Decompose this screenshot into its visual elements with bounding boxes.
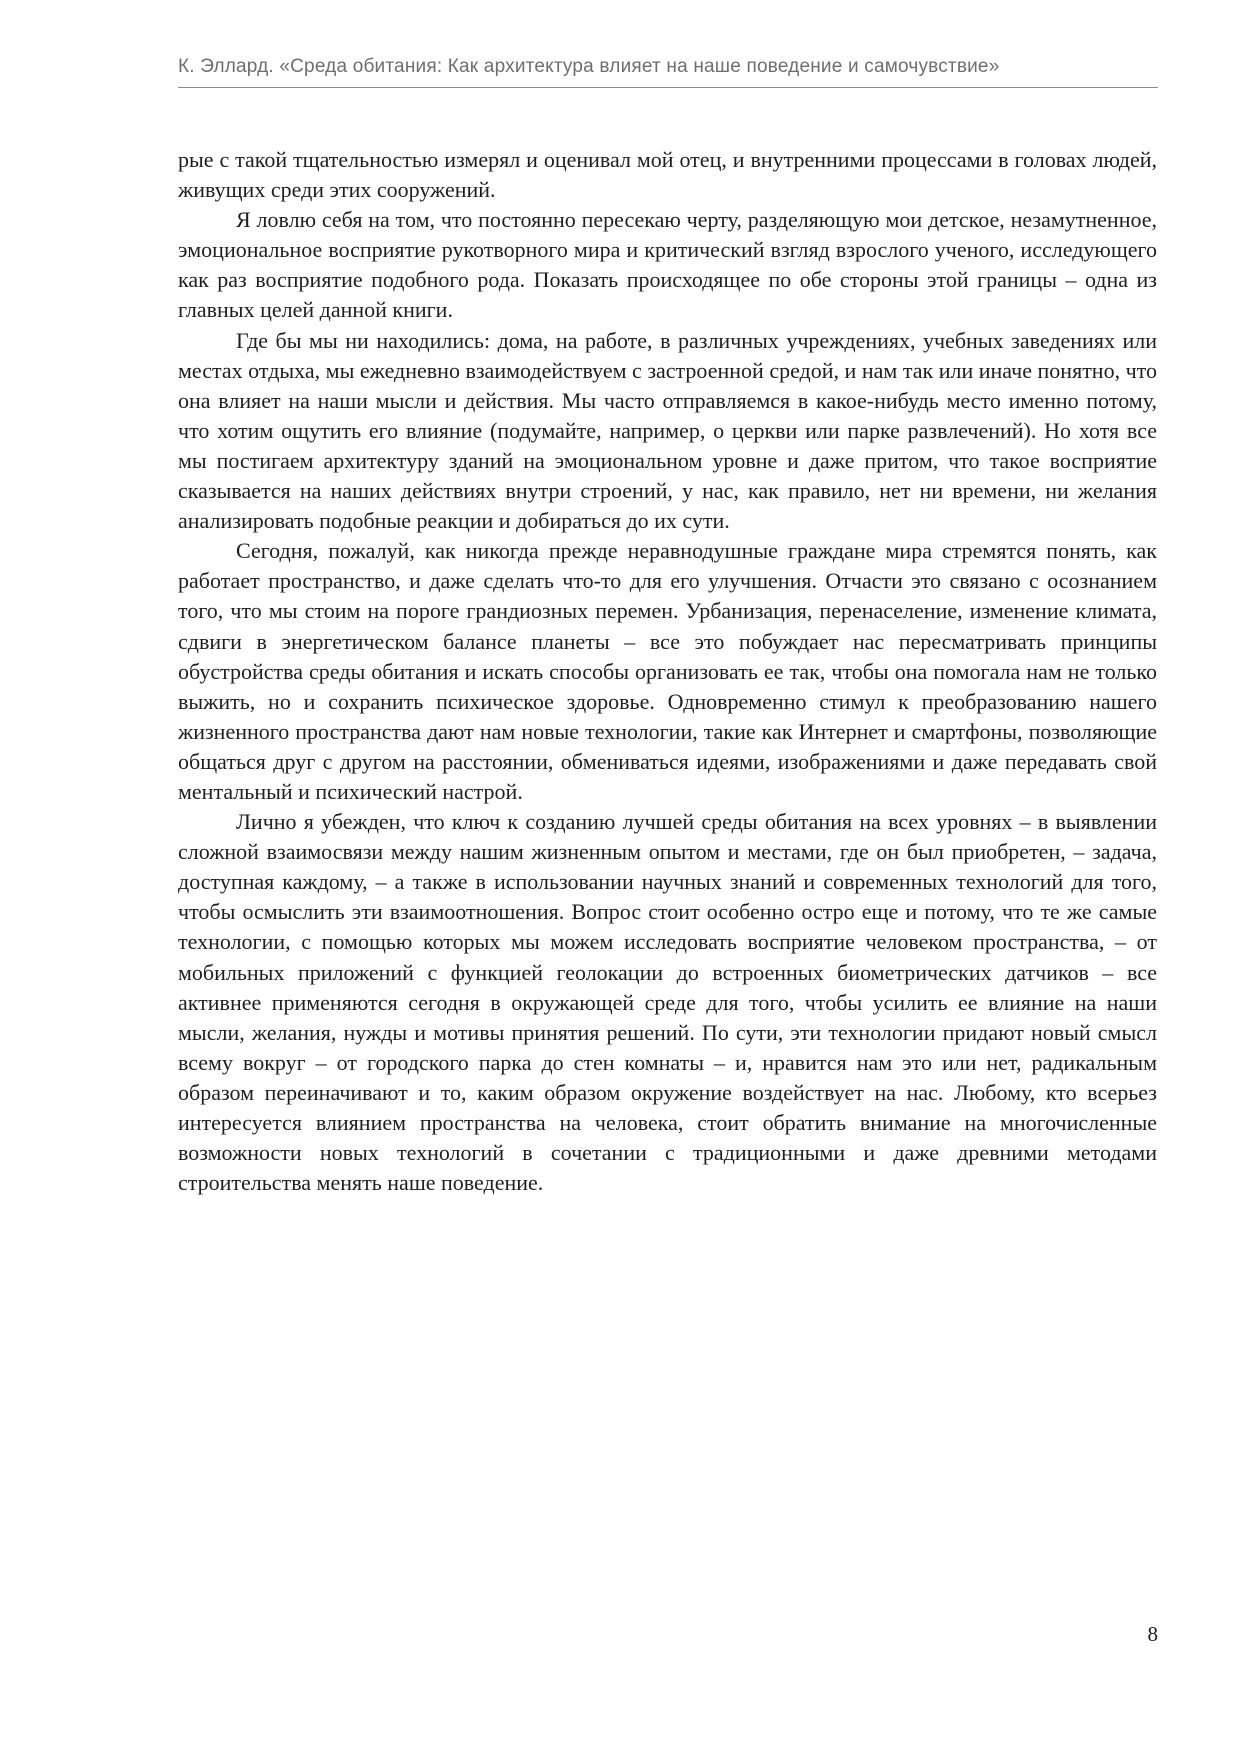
header-divider [178, 87, 1158, 88]
paragraph: Лично я убежден, что ключ к созданию лучшей среды обитания на всех уровнях – в выявлении сложной взаимосвязи между нашим жизненным опытом и местами, где он был приобретен, – задача, доступная каждому, – а также в использовании научных знаний и современных технологий для того, чтобы осмыслить эти взаимоотношения. Вопрос стоит особенно остро еще и потому, что те же самые технологии, с помощью которых мы можем исследовать восприятие человеком пространства, – от мобильных приложений с функцией геолокации до встроенных биометрических датчиков – все активнее применяются сегодня в окружающей среде для того, чтобы усилить ее влияние на наши мысли, желания, нужды и мотивы принятия решений. По сути, эти технологии придают новый смысл всему вокруг – от городского парка до стен комнаты – и, нравится нам это или нет, радикальным образом переиначивают и то, каким образом окружение воздействует на нас. Любому, кто всерьез интересуется влиянием пространства на человека, стоит обратить внимание на многочисленные возможности новых технологий в сочетании с традиционными и даже древними методами строительства менять наше поведение. [178, 809, 1157, 1196]
paragraph-continued: рые с такой тщательностью измерял и оценивал мой отец, и внутренними процессами в головах людей, живущих среди этих сооружений. [178, 147, 1157, 203]
paragraph: Я ловлю себя на том, что постоянно пересекаю черту, разделяющую мои детское, незамутненное, эмоциональное восприятие рукотворного мира и критический взгляд взрослого ученого, исследующего как раз восприятие подобного рода. Показать происходящее по обе стороны этой границы – одна из главных целей данной книги. [178, 207, 1157, 323]
running-header-title: К. Эллард. «Среда обитания: Как архитектура влияет на наше поведение и самочувствие» [178, 56, 1000, 77]
paragraph: Где бы мы ни находились: дома, на работе, в различных учреждениях, учебных заведениях или местах отдыха, мы ежедневно взаимодействуем с застроенной средой, и нам так или иначе понятно, что она влияет на наши мысли и действия. Мы часто отправляемся в какое-нибудь место именно потому, что хотим ощутить его влияние (подумайте, например, о церкви или парке развлечений). Но хотя все мы постигаем архитектуру зданий на эмоциональном уровне и даже притом, что такое восприятие сказывается на наших действиях внутри строений, у нас, как правило, нет ни времени, ни желания анализировать подобные реакции и добираться до их сути. [178, 327, 1157, 534]
paragraph: Сегодня, пожалуй, как никогда прежде неравнодушные граждане мира стремятся понять, как работает пространство, и даже сделать что-то для его улучшения. Отчасти это связано с осознанием того, что мы стоим на пороге грандиозных перемен. Урбанизация, перенаселение, изменение климата, сдвиги в энергетическом балансе планеты – все это побуждает нас пересматривать принципы обустройства среды обитания и искать способы организовать ее так, чтобы она помогала нам не только выжить, но и сохранить психическое здоровье. Одновременно стимул к преобразованию нашего жизненного пространства дают нам новые технологии, такие как Интернет и смартфоны, позволяющие общаться друг с другом на расстоянии, обмениваться идеями, изображениями и даже передавать свой ментальный и психический настрой. [178, 538, 1157, 804]
body-text [178, 145, 1157, 1198]
page-number: 8 [1147, 1622, 1158, 1646]
